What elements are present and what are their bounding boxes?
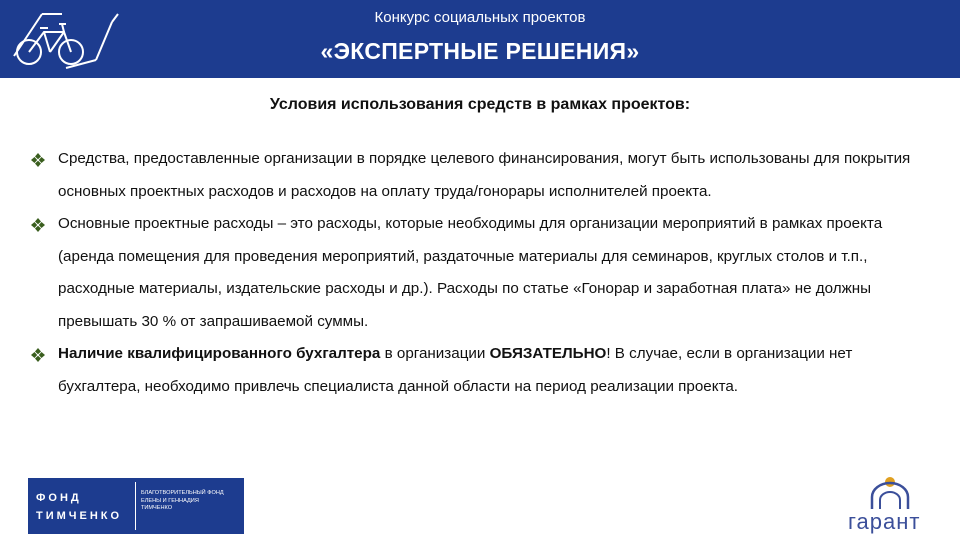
fund-timchenko-logo [28, 478, 244, 534]
bullet-text: ! В случае, если в организации нет бухгалтера, необходимо привлечь специалиста данной области на период реализации проекта. [58, 345, 853, 395]
header-title: «ЭКСПЕРТНЫЕ РЕШЕНИЯ» [320, 38, 640, 64]
diamond-bullet-icon [30, 347, 46, 363]
bullet-text: Средства, предоставленные организации в порядке целевого финансирования, могут быть использованы для покрытия основных проектных расходов и расходов на оплату труда/гонорары исполнителей проекта. [58, 150, 911, 200]
bullet-text: в организации [380, 345, 490, 362]
garant-emblem-icon [842, 475, 942, 511]
header-banner [0, 0, 960, 78]
diamond-bullet-icon [30, 217, 46, 233]
fund-name-line: ТИМЧЕНКО [36, 510, 123, 522]
fund-name [36, 489, 122, 525]
fund-subtitle-line: БЛАГОТВОРИТЕЛЬНЫЙ ФОНД [141, 490, 224, 496]
bullet-text: Основные проектные расходы – это расходы, которые необходимы для организации мероприятий в рамках проекта (аренда помещения для проведения мероприятий, раздаточные материалы для семинаров, круглых столов и т.п., расходные материалы, издательские расходы и др.). Расходы по статье «Гонорар и заработная плата» не должны превышать 30 % от запрашиваемой суммы. [58, 215, 883, 330]
fund-subtitle [141, 490, 241, 513]
bullet-list [30, 143, 930, 403]
bullet-item [30, 143, 930, 208]
bullet-bold-text: ОБЯЗАТЕЛЬНО [489, 345, 607, 362]
garant-logo [842, 475, 942, 537]
garant-wordmark: гарант [848, 509, 921, 534]
content-title: Условия использования средств в рамках проектов: [269, 96, 691, 113]
bullet-item [30, 208, 930, 338]
fund-subtitle-line: ЕЛЕНЫ И ГЕННАДИЯ [141, 497, 199, 504]
fund-logo-divider [135, 482, 136, 530]
fund-subtitle-line: ТИМЧЕНКО [141, 505, 173, 511]
header-subtitle: Конкурс социальных проектов [374, 9, 586, 26]
bullet-bold-text: Наличие квалифицированного бухгалтера [58, 345, 381, 362]
fund-name-line: ФОНД [36, 492, 82, 504]
bullet-item [30, 338, 930, 403]
diamond-bullet-icon [30, 152, 46, 168]
